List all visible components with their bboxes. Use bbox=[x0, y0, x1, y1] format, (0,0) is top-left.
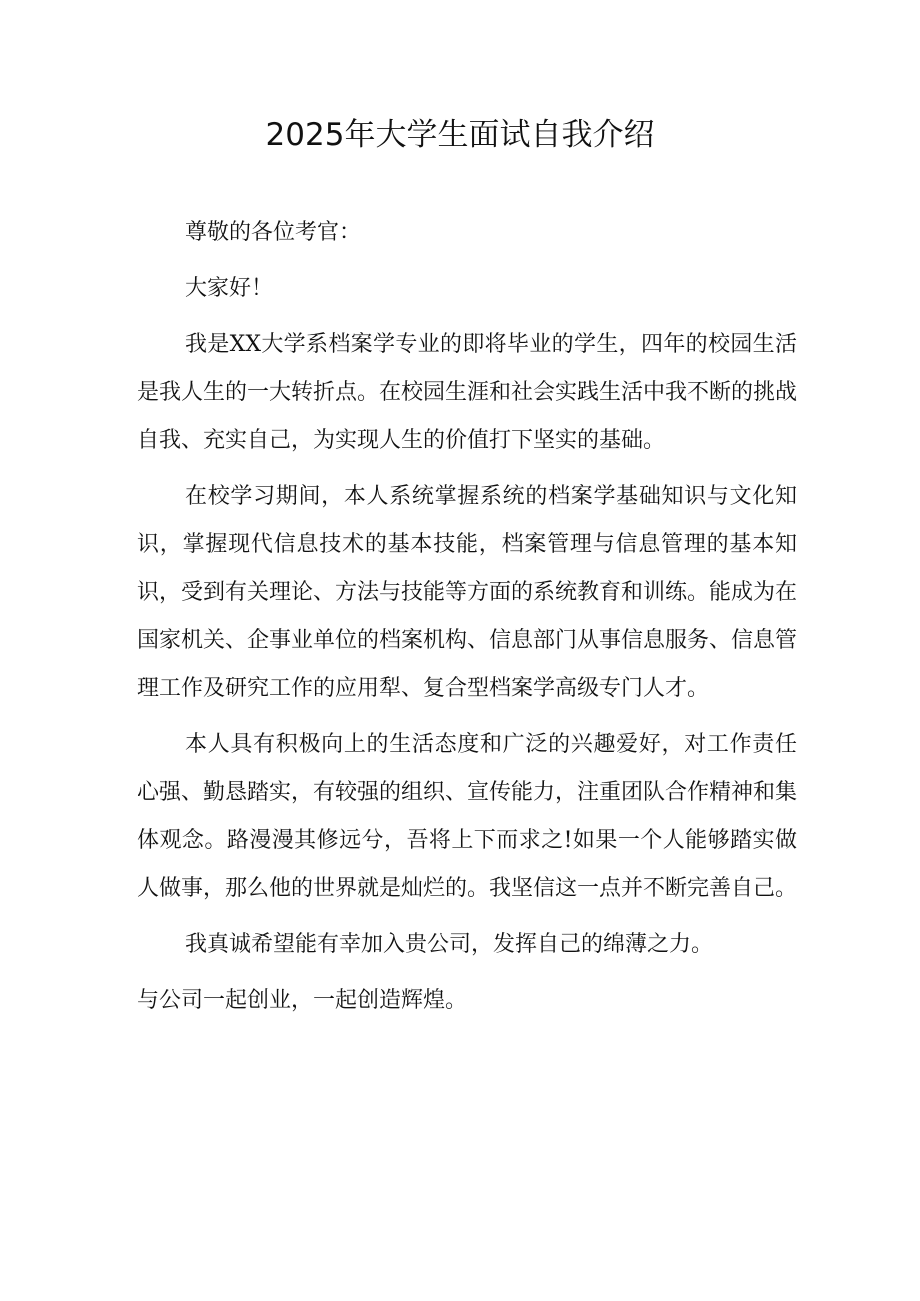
greeting: 大家好！ bbox=[185, 276, 274, 301]
closing-line: 与公司一起创业，一起创造辉煌。 bbox=[137, 988, 468, 1013]
document-body bbox=[137, 209, 797, 1025]
paragraph-intro: 我是XX大学系档案学专业的即将毕业的学生，四年的校园生活是我人生的一大转折点。在校园生涯和社会实践生活中我不断的挑战自我、充实自己，为实现人生的价值打下坚实的基础。 bbox=[137, 332, 798, 453]
paragraph-character: 本人具有积极向上的生活态度和广泛的兴趣爱好，对工作责任心强、勤恳踏实，有较强的组织、宣传能力，注重团队合作精神和集体观念。路漫漫其修远兮，吾将上下而求之!如果一个人能够踏实做人做事，那么他的世界就是灿烂的。我坚信这一点并不断完善自己。 bbox=[137, 732, 798, 901]
document-title: 2025年大学生面试自我介绍 bbox=[265, 117, 655, 153]
paragraph-study: 在校学习期间，本人系统掌握系统的档案学基础知识与文化知识，掌握现代信息技术的基本技能，档案管理与信息管理的基本知识，受到有关理论、方法与技能等方面的系统教育和训练。能成为在国家机关、企事业单位的档案机构、信息部门从事信息服务、信息管理工作及研究工作的应用犁、复合型档案学高级专门人才。 bbox=[137, 484, 798, 701]
paragraph-hope: 我真诚希望能有幸加入贵公司，发挥自己的绵薄之力。 bbox=[185, 932, 714, 957]
salutation: 尊敬的各位考官： bbox=[185, 220, 362, 245]
